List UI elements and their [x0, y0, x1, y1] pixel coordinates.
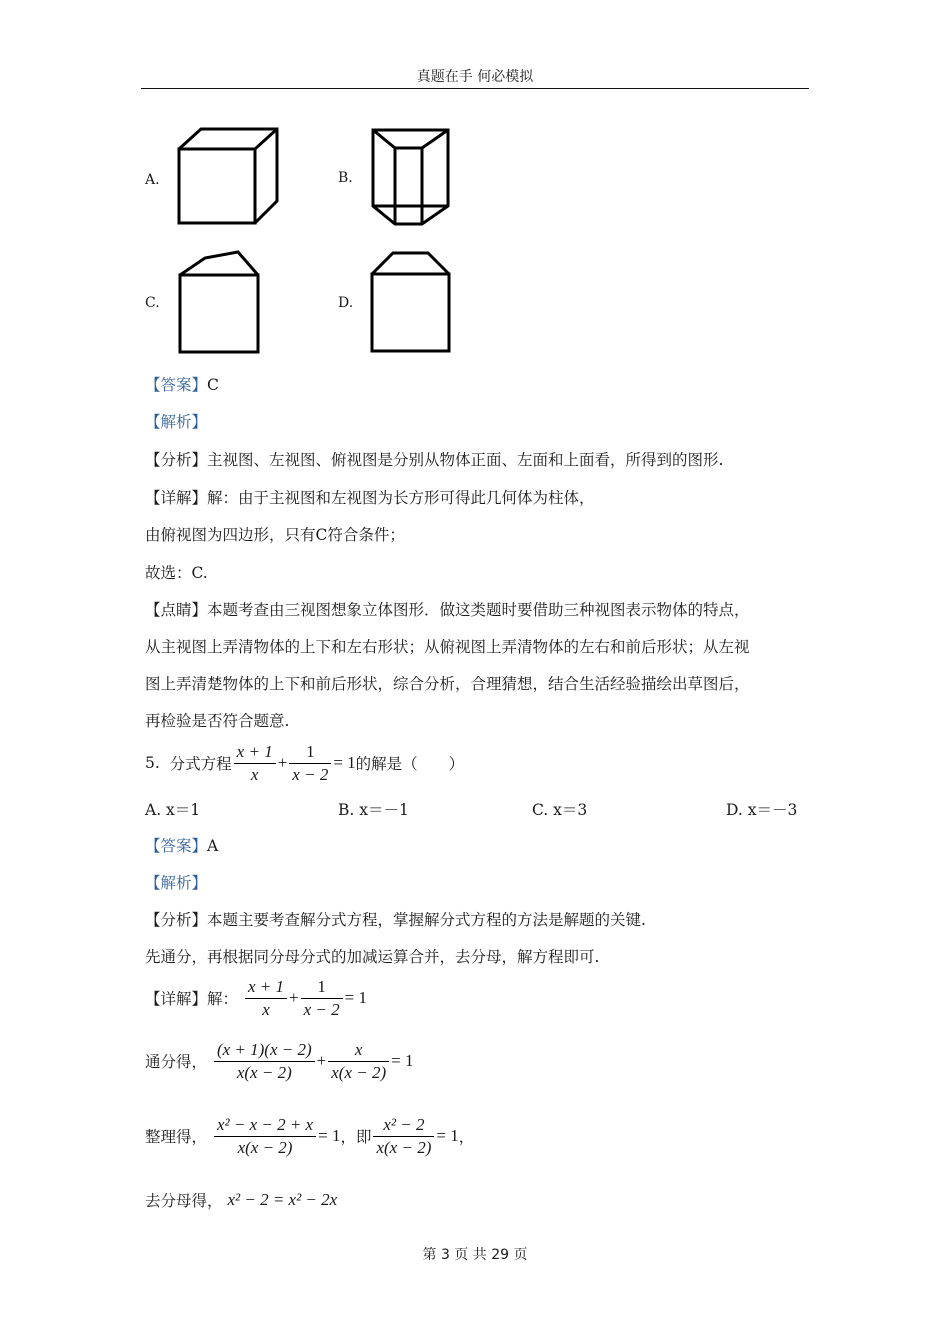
- frac-num: (x + 1)(x − 2): [214, 1039, 315, 1062]
- frac-num: x + 1: [234, 741, 276, 764]
- figure-a-cube: [176, 126, 282, 226]
- fenxi-tag: 【分析】: [145, 911, 208, 929]
- frac-den: x(x − 2): [236, 1062, 292, 1082]
- analysis-tag: 【解析】: [145, 413, 208, 431]
- question-number: 5.: [145, 754, 160, 772]
- option-label-c: C.: [145, 295, 160, 311]
- zhengli-equation-1: [212, 1114, 341, 1159]
- answer-tag: 【答案】: [145, 837, 208, 855]
- frac-den: x − 2: [292, 764, 329, 784]
- fenxi-tag: 【分析】: [145, 451, 208, 469]
- qufenmu-label: 去分母得，: [145, 1192, 223, 1210]
- fenxi-text: 本题主要考查解分式方程，掌握解分式方程的方法是解题的关键.: [207, 911, 646, 929]
- xiangjie-prefix: 解：: [207, 990, 239, 1008]
- figure-c-view: [177, 249, 263, 355]
- q5-stem: [145, 738, 464, 788]
- frac-num: x² − x − 2 + x: [214, 1114, 316, 1137]
- option-label-a: A.: [145, 172, 160, 188]
- frac-den: x: [262, 999, 270, 1019]
- xiangjie-text: 解：由于主视图和左视图为长方形可得此几何体为柱体，: [207, 489, 595, 507]
- option-b: B. x＝－1: [338, 801, 409, 819]
- plus-sign: +: [289, 988, 299, 1007]
- frac-den: x(x − 2): [331, 1062, 387, 1082]
- q4-xiangjie: [145, 486, 595, 508]
- q4-dianjing-2: 从主视图上弄清物体的上下和左右形状；从俯视图上弄清物体的左右和前后形状；从左视: [145, 638, 750, 656]
- q5-answer-line: [145, 834, 218, 856]
- final-equation: x² − 2 = x² − 2x: [227, 1190, 338, 1209]
- dianjing-tag: 【点睛】: [145, 601, 208, 619]
- q5-zhengli: [145, 1108, 474, 1164]
- option-a: A. x＝1: [145, 801, 201, 819]
- q4-fenxi: [145, 448, 723, 470]
- q4-line3: 故选：C.: [145, 564, 208, 582]
- q5-qufenmu: [145, 1186, 337, 1214]
- q5-xiangjie: [145, 973, 367, 1023]
- q4-dianjing-3: 图上弄清楚物体的上下和前后形状，综合分析，合理猜想，结合生活经验描绘出草图后，: [145, 675, 750, 693]
- zhengli-equation-2: [371, 1114, 458, 1159]
- equals-one: = 1: [344, 988, 367, 1007]
- tongfen-label: 通分得，: [145, 1053, 208, 1071]
- dianjing-text-1: 本题考查由三视图想象立体图形．做这类题时要借助三种视图表示物体的特点，: [207, 601, 750, 619]
- frac-den: x(x − 2): [376, 1137, 432, 1157]
- tongfen-equation: [212, 1039, 414, 1084]
- equals-one: = 1: [333, 753, 356, 772]
- detail-equation: [243, 976, 367, 1021]
- ji-label: ，即: [340, 1128, 372, 1146]
- option-c: C. x＝3: [532, 801, 588, 819]
- q5-fenxi-2: 先通分，再根据同分母分式的加减运算合并，去分母，解方程即可.: [145, 948, 600, 966]
- q4-line2: 由俯视图为四边形，只有C符合条件；: [145, 526, 405, 544]
- frac-num: x² − 2: [373, 1114, 434, 1137]
- option-label-b: B.: [338, 170, 353, 186]
- equals-one: = 1: [318, 1126, 341, 1145]
- frac-den: x − 2: [303, 999, 340, 1019]
- analysis-tag: 【解析】: [145, 874, 208, 892]
- comma: ，: [458, 1128, 475, 1146]
- figure-b-prism: [370, 127, 452, 229]
- frac-num: x: [328, 1039, 389, 1062]
- plus-sign: +: [277, 753, 288, 772]
- answer-value: A: [207, 837, 219, 855]
- figure-d-view: [369, 250, 453, 354]
- answer-tag: 【答案】: [145, 376, 208, 394]
- q5-tongfen: [145, 1031, 413, 1091]
- equals-one: = 1: [436, 1126, 459, 1145]
- frac-num: x + 1: [245, 976, 287, 999]
- q4-dianjing-4: 再检验是否符合题意.: [145, 712, 290, 730]
- answer-value: C: [207, 376, 219, 394]
- frac-num: 1: [289, 741, 331, 764]
- header-rule: [141, 88, 809, 89]
- fenxi-text: 主视图、左视图、俯视图是分别从物体正面、左面和上面看，所得到的图形.: [207, 451, 724, 469]
- xiangjie-tag: 【详解】: [145, 489, 208, 507]
- q4-dianjing-1: [145, 598, 750, 620]
- q5-fenxi: [145, 908, 646, 930]
- option-label-d: D.: [338, 295, 354, 311]
- stem-equation: [232, 741, 356, 786]
- xiangjie-tag: 【详解】: [145, 990, 208, 1008]
- equals-one: = 1: [391, 1051, 414, 1070]
- stem-suffix: 的解是（ ）: [355, 755, 465, 773]
- zhengli-label: 整理得，: [145, 1128, 208, 1146]
- frac-den: x(x − 2): [237, 1137, 293, 1157]
- frac-num: 1: [301, 976, 343, 999]
- page-footer: 第 3 页 共 29 页: [422, 1247, 528, 1263]
- q4-answer-line: [145, 373, 219, 395]
- stem-prefix: 分式方程: [169, 755, 232, 773]
- option-d: D. x＝－3: [726, 801, 798, 819]
- plus-sign: +: [316, 1051, 327, 1070]
- frac-den: x: [250, 764, 259, 784]
- page-header: 真题在手 何必模拟: [416, 69, 534, 85]
